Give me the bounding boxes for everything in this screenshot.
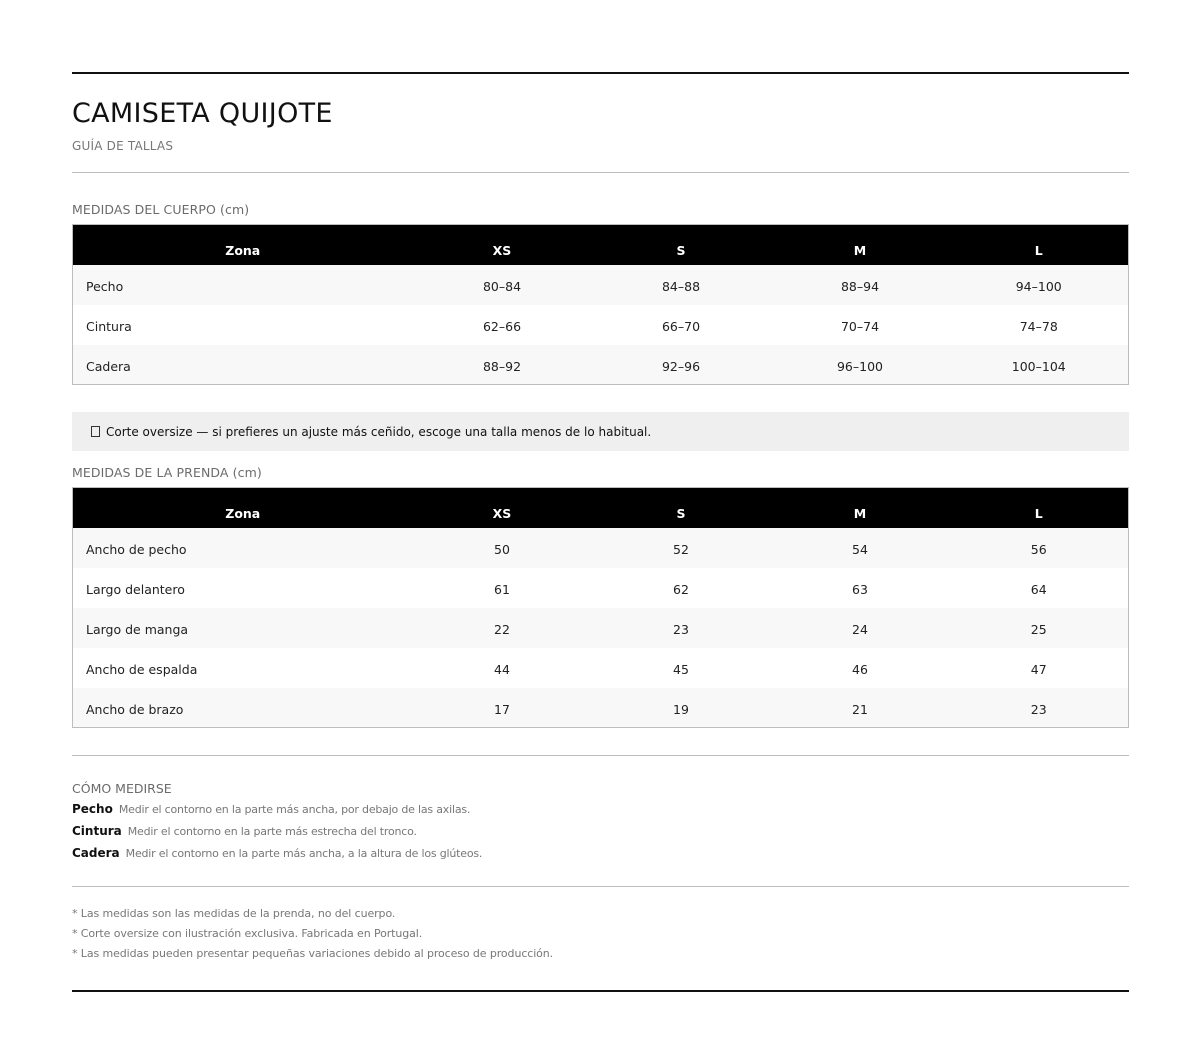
how-to-item <box>72 802 1129 824</box>
value-cell: 100–104 <box>1011 358 1066 374</box>
value-cell: 66–70 <box>661 319 701 334</box>
table-row <box>73 265 1129 305</box>
value-cell: 46 <box>852 662 868 677</box>
zone-cell: Ancho de espalda <box>86 662 198 677</box>
footnote: * Corte oversize con ilustración exclusiva. Fabricada en Portugal. <box>72 927 423 940</box>
garment-measurements-label: MEDIDAS DE LA PRENDA (cm) <box>72 465 262 480</box>
zone-cell: Cadera <box>86 358 131 374</box>
table-row <box>73 568 1129 608</box>
column-header: Zona <box>225 506 261 522</box>
how-to-item <box>72 846 1129 868</box>
value-cell: 62–66 <box>482 319 522 334</box>
column-header: XS <box>492 243 512 259</box>
value-cell: 45 <box>673 662 689 677</box>
table-header-row <box>73 488 1129 528</box>
value-cell: 92–96 <box>661 358 701 374</box>
table-row <box>73 648 1129 688</box>
value-cell: 63 <box>852 582 868 597</box>
table-row <box>73 345 1129 385</box>
column-header: L <box>1034 243 1043 259</box>
column-header: S <box>676 506 686 522</box>
value-cell: 88–92 <box>482 358 522 374</box>
table-row <box>73 608 1129 648</box>
value-cell: 24 <box>852 622 868 637</box>
zone-cell: Ancho de brazo <box>86 701 184 717</box>
value-cell: 25 <box>1030 622 1047 637</box>
column-header: XS <box>492 506 512 522</box>
column-header: L <box>1034 506 1043 522</box>
table-header-row <box>73 225 1129 265</box>
how-to-key: Cadera <box>72 846 120 860</box>
footnotes-divider <box>72 886 1129 887</box>
table-row <box>73 305 1129 345</box>
value-cell: 23 <box>1030 701 1047 717</box>
fit-note-text: Corte oversize — si prefieres un ajuste más ceñido, escoge una talla menos de lo habitual. <box>106 424 652 439</box>
value-cell: 62 <box>673 582 689 597</box>
column-header: M <box>853 506 867 522</box>
body-measurements-table <box>72 224 1129 385</box>
value-cell: 44 <box>494 662 510 677</box>
value-cell: 52 <box>673 542 689 557</box>
how-to-title: CÓMO MEDIRSE <box>72 781 172 796</box>
table-row <box>73 688 1129 728</box>
column-header: S <box>676 243 686 259</box>
page-title: CAMISETA QUIJOTE <box>72 98 333 129</box>
how-to-text: Medir el contorno en la parte más estrecha del tronco. <box>127 825 417 838</box>
how-to-text: Medir el contorno en la parte más ancha, por debajo de las axilas. <box>118 803 471 816</box>
how-to-key: Cintura <box>72 824 122 838</box>
footnotes-section <box>72 886 1129 992</box>
value-cell: 54 <box>852 542 868 557</box>
value-cell: 61 <box>494 582 510 597</box>
value-cell: 94–100 <box>1015 279 1062 294</box>
footnote: * Las medidas pueden presentar pequeñas variaciones debido al proceso de producción. <box>72 947 554 960</box>
top-rule <box>72 72 1129 74</box>
value-cell: 84–88 <box>661 279 701 294</box>
how-to-divider <box>72 755 1129 756</box>
value-cell: 56 <box>1030 542 1047 557</box>
zone-cell: Largo de manga <box>86 622 189 637</box>
value-cell: 74–78 <box>1019 319 1058 334</box>
footnote: * Las medidas son las medidas de la prenda, no del cuerpo. <box>72 907 396 920</box>
zone-cell: Pecho <box>86 279 124 294</box>
how-to-measure-section <box>72 755 1129 868</box>
column-header: Zona <box>225 243 261 259</box>
value-cell: 80–84 <box>482 279 522 294</box>
zone-cell: Largo delantero <box>86 582 185 597</box>
value-cell: 22 <box>494 622 510 637</box>
value-cell: 88–94 <box>840 279 880 294</box>
how-to-item <box>72 824 1129 846</box>
value-cell: 70–74 <box>840 319 880 334</box>
size-guide-page <box>72 72 1129 992</box>
page-subtitle: GUÍA DE TALLAS <box>72 139 174 153</box>
body-measurements-label: MEDIDAS DEL CUERPO (cm) <box>72 202 250 217</box>
zone-cell: Ancho de pecho <box>86 542 187 557</box>
column-header: M <box>853 243 867 259</box>
info-box-icon <box>91 426 100 437</box>
value-cell: 23 <box>673 622 689 637</box>
garment-measurements-table <box>72 487 1129 728</box>
value-cell: 47 <box>1030 662 1047 677</box>
header-divider <box>72 172 1129 173</box>
value-cell: 50 <box>494 542 510 557</box>
how-to-key: Pecho <box>72 802 113 816</box>
value-cell: 19 <box>673 701 689 717</box>
value-cell: 64 <box>1030 582 1047 597</box>
zone-cell: Cintura <box>86 319 132 334</box>
table-row <box>73 528 1129 568</box>
value-cell: 21 <box>852 701 868 717</box>
value-cell: 17 <box>494 701 510 717</box>
fit-note <box>72 412 1129 451</box>
how-to-text: Medir el contorno en la parte más ancha, a la altura de los glúteos. <box>125 847 483 860</box>
bottom-rule <box>72 990 1129 992</box>
value-cell: 96–100 <box>836 358 883 374</box>
